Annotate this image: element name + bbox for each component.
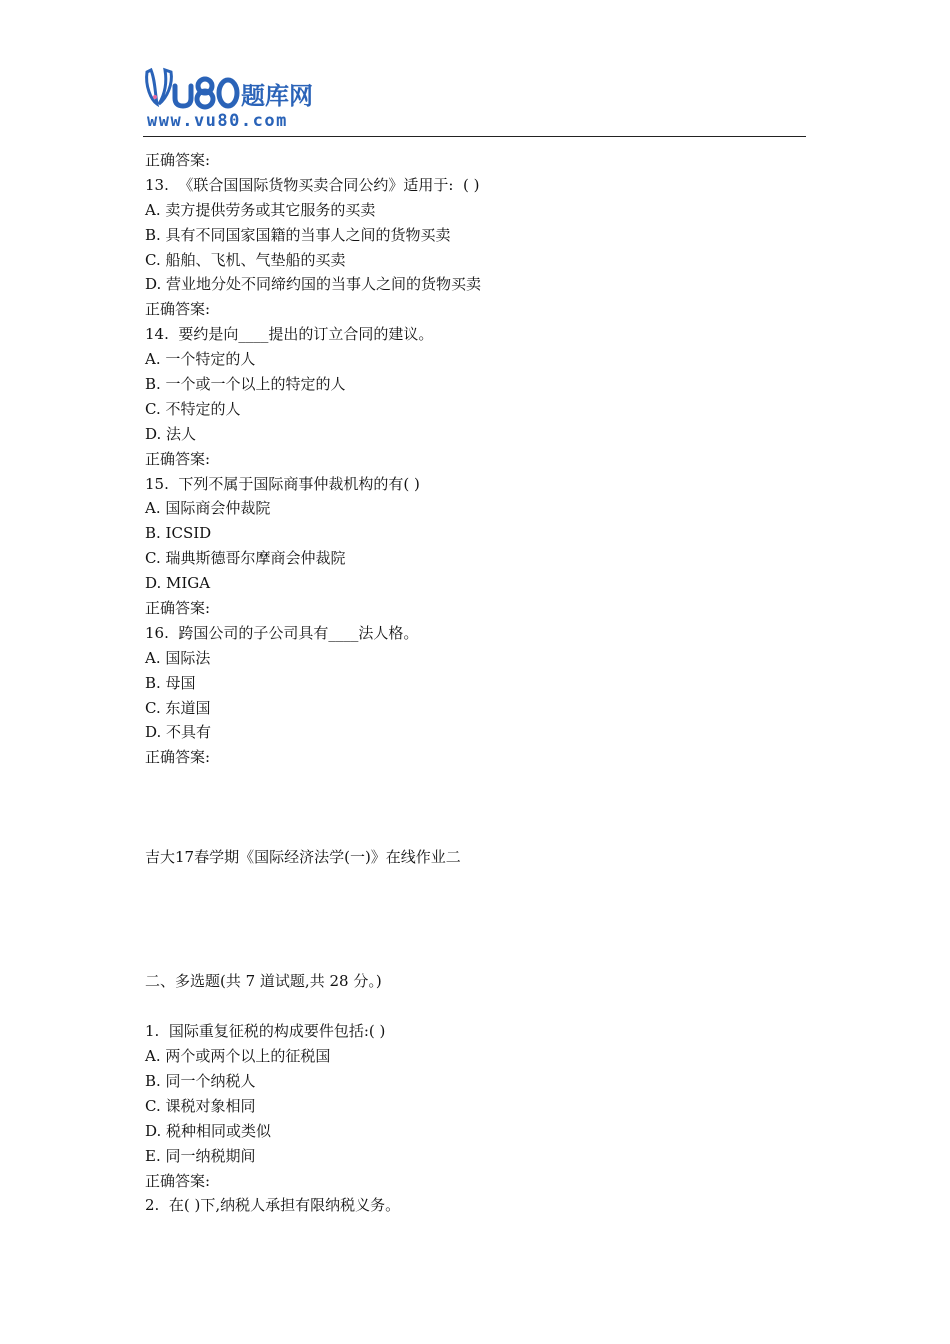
text-line: 13. 《联合国国际货物买卖合同公约》适用于: ( )	[145, 175, 480, 194]
text-line: D. 税种相同或类似	[145, 1121, 272, 1140]
text-line: B. 同一个纳税人	[145, 1071, 256, 1090]
blank-line	[145, 945, 805, 970]
text-line: A. 卖方提供劳务或其它服务的买卖	[145, 200, 376, 219]
logo-domain-text: www.vu80.com	[147, 111, 288, 131]
text-line: 14. 要约是向____提出的订立合同的建议。	[145, 325, 434, 344]
text-line: E. 同一纳税期间	[145, 1146, 256, 1165]
text-line: C. 不特定的人	[145, 399, 241, 418]
text-line: A. 一个特定的人	[145, 350, 256, 369]
text-line: 16. 跨国公司的子公司具有____法人格。	[145, 623, 419, 642]
text-line: B. 具有不同国家国籍的当事人之间的货物买卖	[145, 225, 451, 244]
blank-line	[145, 870, 805, 895]
text-line: 2. 在( )下,纳税人承担有限纳税义务。	[145, 1196, 401, 1215]
blank-line	[145, 994, 805, 1019]
blank-line	[145, 920, 805, 945]
text-line: B. 母国	[145, 673, 196, 692]
text-line: A. 国际法	[145, 648, 211, 667]
text-line: C. 船舶、飞机、气垫船的买卖	[145, 250, 346, 269]
text-line: C. 瑞典斯德哥尔摩商会仲裁院	[145, 549, 346, 568]
text-line: 正确答案:	[145, 151, 211, 169]
text-line: A. 国际商会仲裁院	[145, 499, 271, 518]
text-line: 正确答案:	[145, 599, 211, 618]
svg-text:题库网: 题库网	[241, 82, 313, 110]
text-line: A. 两个或两个以上的征税国	[145, 1047, 331, 1066]
text-line: D. 法人	[145, 424, 197, 443]
text-line: C. 课税对象相同	[145, 1096, 256, 1115]
text-line: D. 不具有	[145, 723, 212, 742]
text-line: C. 东道国	[145, 698, 211, 717]
blank-line	[145, 895, 805, 920]
blank-line	[145, 820, 805, 845]
text-line: 正确答案:	[145, 748, 211, 767]
page-header	[143, 66, 806, 137]
text-line: B. ICSID	[145, 524, 212, 543]
blank-line	[145, 770, 805, 795]
text-line: 吉大17春学期《国际经济法学(一)》在线作业二	[145, 847, 461, 866]
text-line: 1. 国际重复征税的构成要件包括:( )	[145, 1022, 386, 1041]
text-line: D. 营业地分处不同缔约国的当事人之间的货物买卖	[145, 275, 482, 294]
document-body	[145, 148, 805, 1218]
text-line: 正确答案:	[145, 300, 211, 319]
text-line: 二、多选题(共 7 道试题,共 28 分。)	[145, 972, 382, 991]
text-line: D. MIGA	[145, 574, 211, 593]
text-line: 正确答案:	[145, 1171, 211, 1190]
blank-line	[145, 795, 805, 820]
text-line: 正确答案:	[145, 449, 211, 468]
text-line: 15. 下列不属于国际商事仲裁机构的有( )	[145, 474, 420, 493]
text-line: B. 一个或一个以上的特定的人	[145, 375, 346, 394]
